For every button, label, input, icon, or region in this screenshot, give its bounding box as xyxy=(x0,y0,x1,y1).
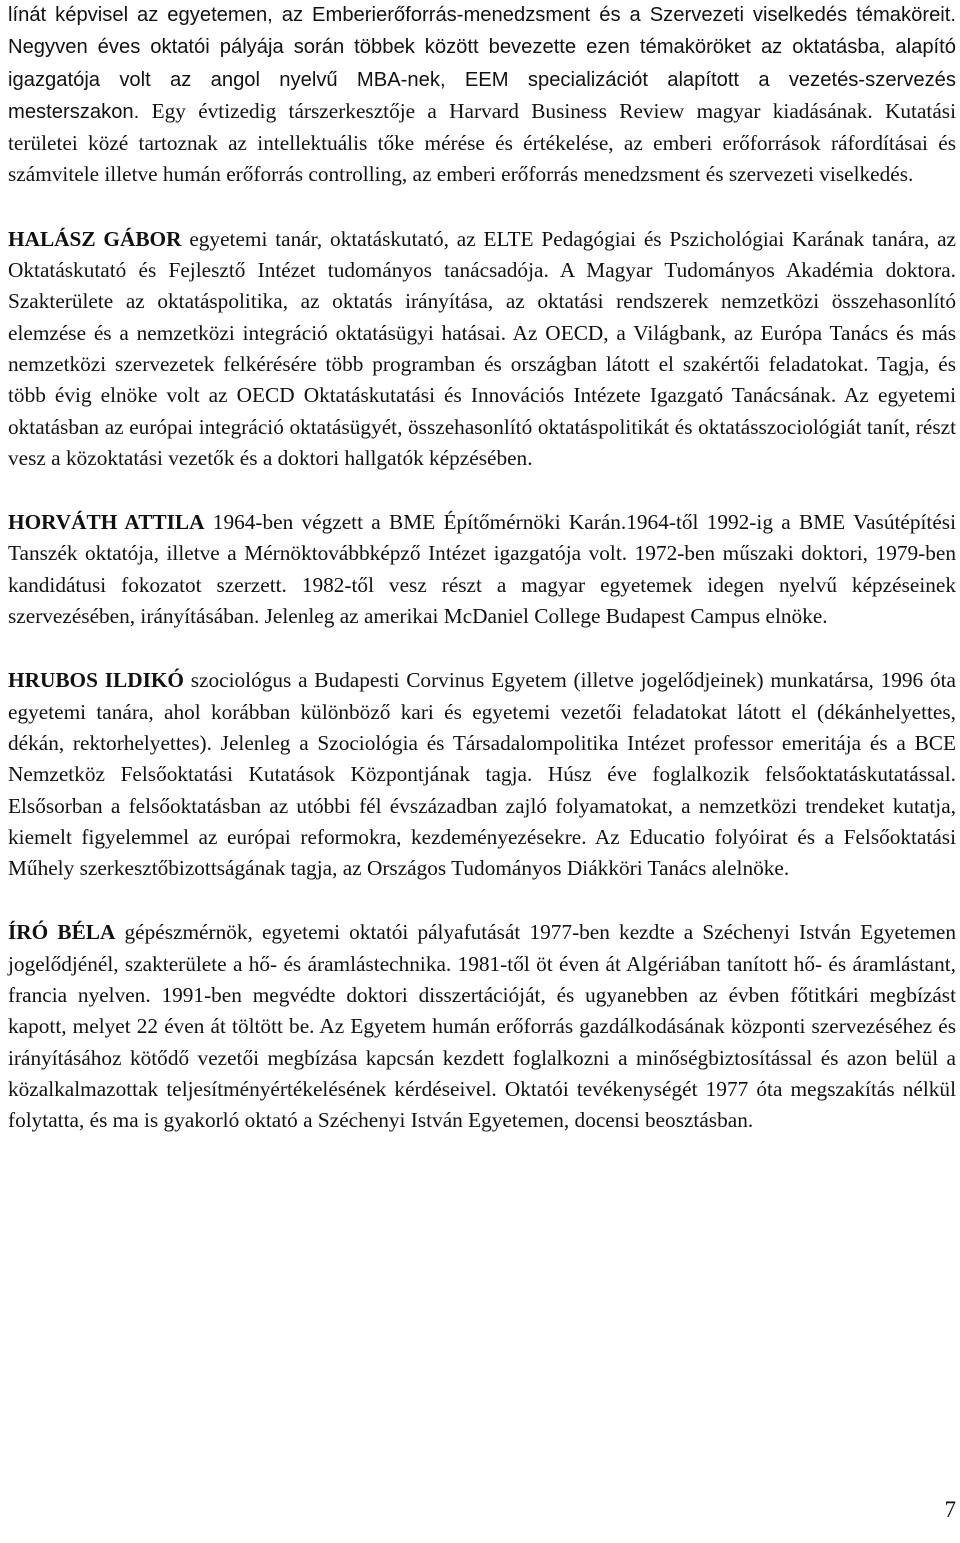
intro-sans-text: línát képvisel az egyetemen, az Emberierőforrás-menedzsment és a Szervezeti viselkedés témaköreit. Negyven éves oktatói pályája során többek között bevezette ezen témaköröket az oktatásba, alapító igazgatója volt az angol nyelvű MBA-nek, EEM specializációt alapított a vezetés-szervezés mesterszakon. xyxy=(8,4,956,123)
intro-paragraph xyxy=(8,0,956,191)
bio-name: HRUBOS ILDIKÓ xyxy=(8,668,184,693)
document-page xyxy=(8,0,956,1137)
paragraph-gap xyxy=(8,191,956,224)
intro-serif-text: Egy évtizedig társzerkesztője a Harvard Business Review magyar kiadásának. Kutatási területei közé tartoznak az intellektuális tőke mérése és értékelése, az emberi erőforrások ráfordításai és számvitele illetve humán erőforrás controlling, az emberi erőforrás menedzsment és szervezeti viselkedés. xyxy=(8,98,956,187)
bio-text: gépészmérnök, egyetemi oktatói pályafutását 1977-ben kezdte a Széchenyi István Egyetemen jogelődjénél, szakterülete a hő- és áramlástechnika. 1981-től öt éven át Algériában tanított hő- és áramlástant, francia nyelven. 1991-ben megvédte doktori disszertációját, és ugyanebben az évben főtitkári megbízást kapott, melyet 22 éven át töltött be. Az Egyetem humán erőforrás gazdálkodásának központi szervezéséhez és irányításához kötődő vezetői megbízása kapcsán kezdett foglalkozni a minőségbiztosítással és azon belül a közalkalmazottak teljesítményértékelésének kérdéseivel. Oktatói tevékenységét 1977 óta megszakítás nélkül folytatta, és ma is gyakorló oktató a Széchenyi István Egyetemen, docensi beosztásban. xyxy=(8,920,956,1133)
bio-halasz-gabor xyxy=(8,224,956,474)
paragraph-gap xyxy=(8,884,956,917)
bio-hrubos-ildiko xyxy=(8,665,956,884)
bio-name: HALÁSZ GÁBOR xyxy=(8,226,182,251)
paragraph-gap xyxy=(8,474,956,507)
bio-iro-bela xyxy=(8,917,956,1136)
bio-text: egyetemi tanár, oktatáskutató, az ELTE Pedagógiai és Pszichológiai Karának tanára, az Oktatáskutató és Fejlesztő Intézet tudományos tanácsadója. A Magyar Tudományos Akadémia doktora. Szakterülete az oktatáspolitika, az oktatás irányítása, az oktatási rendszerek nemzetközi összehasonlító elemzése és a nemzetközi integráció oktatásügyi hatásai. Az OECD, a Világbank, az Európa Tanács és más nemzetközi szervezetek felkérésére több programban és országban látott el szakértői feladatokat. Tagja, és több évig elnöke volt az OECD Oktatáskutatási és Innovációs Intézete Igazgató Tanácsának. Az egyetemi oktatásban az európai integráció oktatásügyét, összehasonlító oktatáspolitikát és oktatásszociológiát tanít, részt vesz a közoktatási vezetők és a doktori hallgatók képzésében. xyxy=(8,226,956,470)
bio-text: szociológus a Budapesti Corvinus Egyetem (illetve jogelődjeinek) munkatársa, 1996 óta egyetemi tanára, ahol korábban különböző kari és egyetemi vezetői feladatokat látott el (dékánhelyettes, dékán, rektorhelyettes). Jelenleg a Szociológia és Társadalompolitika Intézet professor emeritája és a BCE Nemzetköz Felsőoktatási Kutatások Központjának tagja. Húsz éve foglalkozik felsőoktatáskutatással. Elsősorban a felsőoktatásban az utóbbi fél évszázadban zajló folyamatokat, a nemzetközi trendeket kutatja, kiemelt figyelemmel az európai reformokra, kezdeményezésekre. Az Educatio folyóirat és a Felsőoktatási Műhely szerkesztőbizottságának tagja, az Országos Tudományos Diákköri Tanács alelnöke. xyxy=(8,668,956,881)
bio-name: ÍRÓ BÉLA xyxy=(8,920,116,945)
bio-name: HORVÁTH ATTILA xyxy=(8,510,205,535)
paragraph-gap xyxy=(8,632,956,665)
page-number: 7 xyxy=(944,1497,956,1522)
bio-text: 1964-ben végzett a BME Építőmérnöki Karán.1964-től 1992-ig a BME Vasútépítési Tanszék oktatója, illetve a Mérnöktovábbképző Intézet igazgatója volt. 1972-ben műszaki doktori, 1979-ben kandidátusi fokozatot szerzett. 1982-től vesz részt a magyar egyetemek idegen nyelvű képzéseinek szervezésében, irányításában. Jelenleg az amerikai McDaniel College Budapest Campus elnöke. xyxy=(8,510,956,629)
bio-horvath-attila xyxy=(8,507,956,632)
